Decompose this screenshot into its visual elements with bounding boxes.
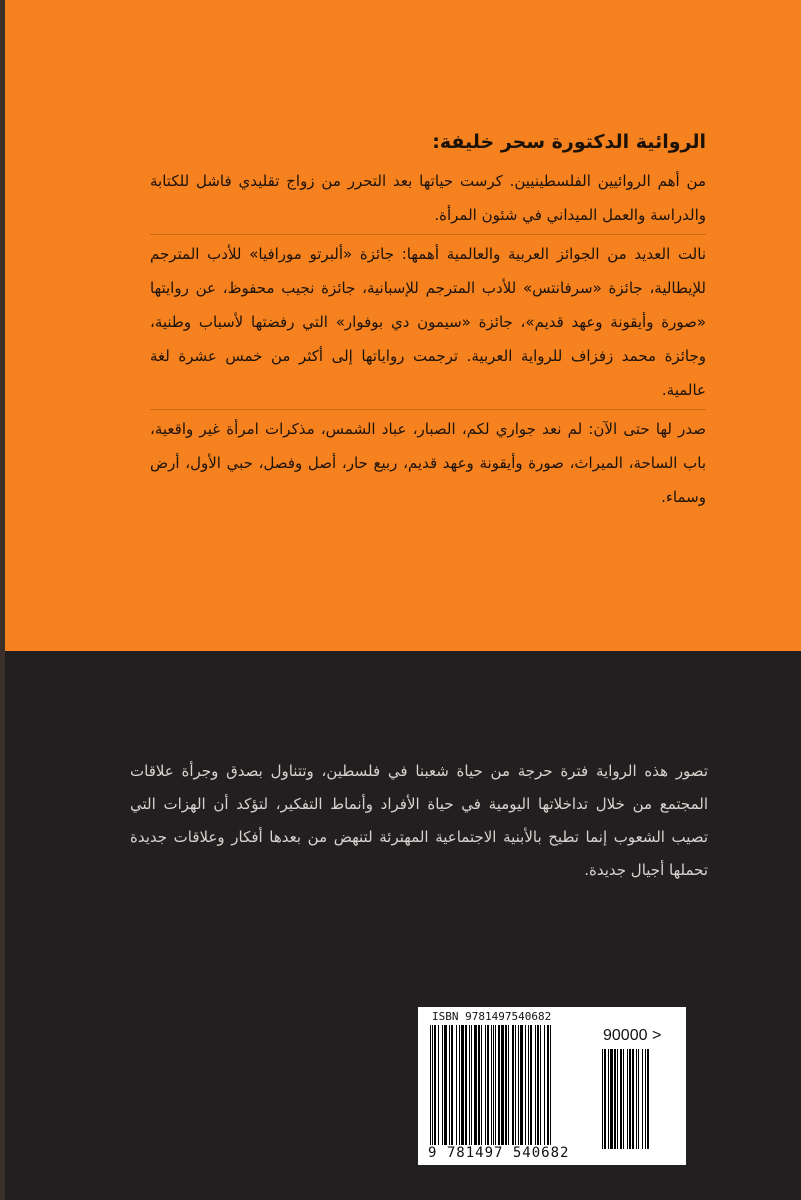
isbn-barcode <box>418 1007 686 1165</box>
author-bio-paragraph: نالت العديد من الجوائز العربية والعالمية أهمها: جائزة «ألبرتو مورافيا» للأدب المترجم للإيطالية، جائزة «سرفانتس» للأدب المترجم للإسبانية، جائزة نجيب محفوظ، عن روايتها «صورة وأيقونة وعهد قديم»، جائزة «سيمون دي بوفوار» التي رفضتها لأسباب وطنية، وجائزة محمد زفزاف للرواية العربية. ترجمت رواياتها إلى أكثر من خمس عشرة لغة عالمية. <box>150 245 706 399</box>
author-bio-title: الروائية الدكتورة سحر خليفة: <box>432 131 706 153</box>
isbn-top-text: ISBN 9781497540682 <box>432 1010 552 1023</box>
author-bio-paragraph: من أهم الروائيين الفلسطينيين. كرست حياتها بعد التحرر من زواج تقليدي فاشل للكتابة والدراسة والعمل الميداني في شئون المرأة. <box>150 172 706 224</box>
barcode-gap <box>649 1049 650 1149</box>
author-bio-paragraph: صدر لها حتى الآن: لم نعد جواري لكم، الصبار، عباد الشمس، مذكرات امرأة غير واقعية، باب الساحة، الميراث، صورة وأيقونة وعهد قديم، ربيع حار، أصل وفصل، حبي الأول، أرض وسماء. <box>150 420 706 506</box>
book-synopsis: تصور هذه الرواية فترة حرجة من حياة شعبنا في فلسطين، وتتناول بصدق وجرأة علاقات المجتمع من خلال تداخلاتها اليومية في حياة الأفراد وأنماط التفكير، لتؤكد أن الهزات التي تصيب الشعوب إنما تطيح بالأبنية الاجتماعية المهترئة لتنهض من بعدها أفكار وعلاقات جديدة تحملها أجيال جديدة. <box>130 762 708 879</box>
barcode-gap <box>551 1025 552 1145</box>
price-barcode-bars <box>602 1049 650 1149</box>
divider <box>150 234 706 235</box>
spine-edge <box>0 0 5 1200</box>
barcode-bars <box>430 1025 552 1145</box>
divider <box>150 409 706 410</box>
price-code: 90000 > <box>603 1027 662 1044</box>
isbn-bottom-text: 9 781497 540682 <box>428 1145 570 1161</box>
author-bio <box>150 120 706 514</box>
